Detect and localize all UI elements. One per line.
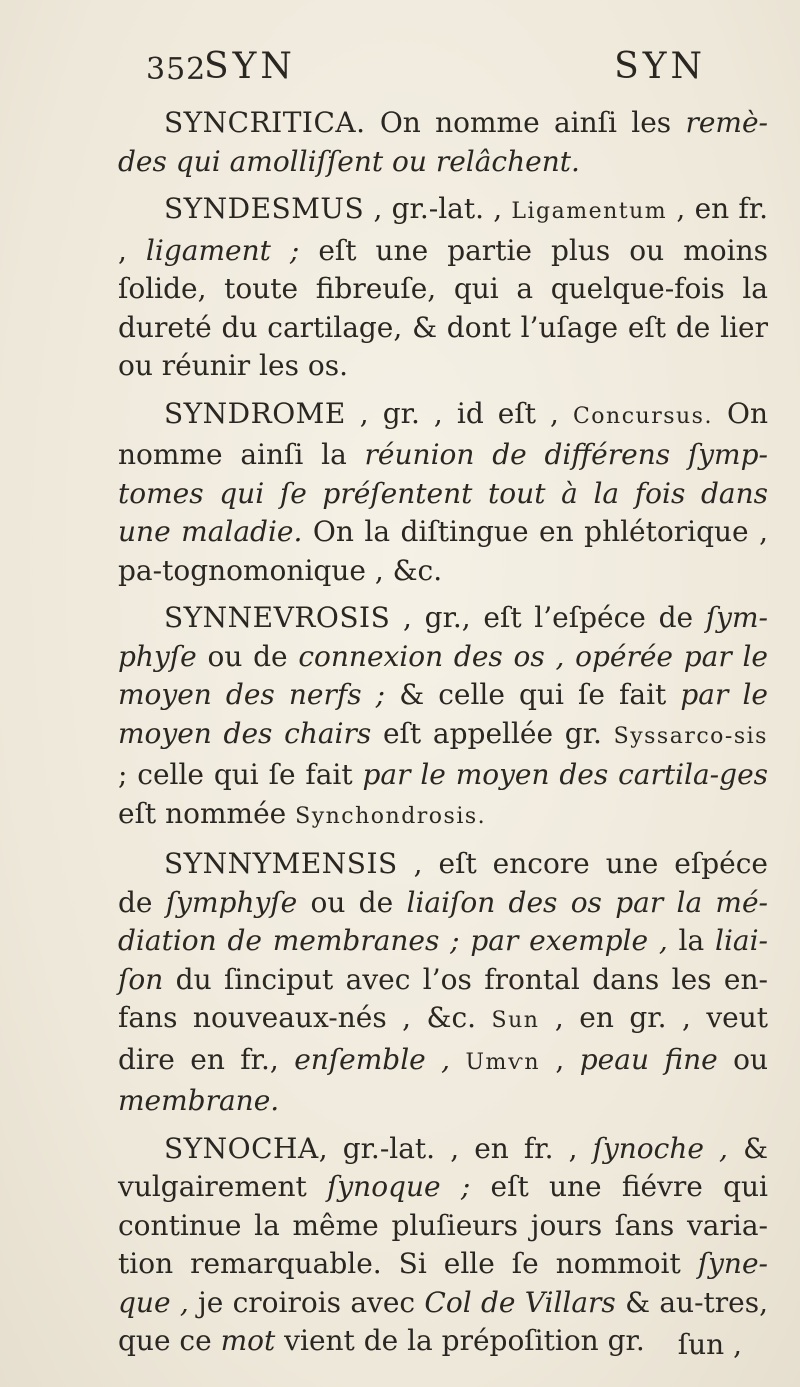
italic-text: ligament ; (145, 233, 300, 267)
dictionary-entry (118, 845, 768, 1121)
italic-text: membrane. (118, 1084, 280, 1117)
entry-headword: SYNNEVROSIS (164, 601, 391, 634)
dictionary-entry (118, 395, 768, 591)
dictionary-entry (118, 104, 768, 181)
entry-headword: SYNCRITICA. (164, 106, 366, 139)
entry-text: & vulgairement (118, 1131, 768, 1203)
entry-text: On nomme ainſi la (118, 396, 768, 471)
italic-text: mot (220, 1324, 276, 1357)
entry-text: On la diſtingue en phlétorique , pa-tognomonique , &c. (118, 515, 769, 587)
italic-text: ſymphyſe (165, 885, 298, 919)
dictionary-text (118, 104, 768, 1361)
entry-text: vient de la prépoſition gr. (275, 1324, 645, 1357)
entry-headword: SYNDESMUS (164, 192, 365, 225)
small-caps-term: Sun (491, 1008, 540, 1033)
italic-text: remè-des qui amolliſſent ou relâchent. (118, 106, 768, 178)
entry-text: , gr., eſt l’eſpéce de (390, 601, 706, 634)
entry-text: ou (717, 1042, 769, 1076)
entry-text: , eſt encore une eſpéce de (118, 847, 768, 919)
entry-text: , en fr. , (118, 192, 769, 267)
entry-text: ou de (297, 885, 407, 919)
small-caps-term: Syssarco-sis (613, 723, 768, 749)
italic-text: ſym-phyſe (118, 601, 768, 673)
dictionary-entry (118, 190, 768, 386)
italic-text: liai-ſon (118, 924, 769, 996)
entry-text: , gr.-lat. , en fr. , (318, 1131, 593, 1165)
entry-text: , en gr. , veut dire en fr., (118, 1001, 768, 1076)
italic-text: ſynoche , (592, 1131, 728, 1165)
dictionary-entry (118, 1130, 768, 1361)
entry-text: & au-tres, que ce (118, 1285, 769, 1357)
running-head-right: SYN (614, 46, 706, 87)
entry-text: ou de (196, 639, 299, 673)
entry-headword: SYNNYMENSIS (164, 847, 398, 880)
dictionary-entry (118, 599, 768, 836)
entry-text: la (667, 924, 715, 957)
small-caps-term: Ligamentum (511, 199, 668, 224)
italic-text: par le moyen des cartila-ges (362, 758, 769, 791)
small-caps-term: Umѵn (465, 1049, 540, 1075)
entry-text: & celle qui ſe fait (385, 678, 681, 711)
entry-text: eſt une fiévre qui continue la même pluſieurs jours ſans varia-tion remarquable. Si elle ſe nommoit (118, 1170, 768, 1280)
small-caps-term: Synchondrosis. (295, 803, 487, 829)
italic-text: peau fine (579, 1042, 718, 1076)
entry-text: On nomme ainſi les (365, 106, 686, 139)
italic-text: connexion des os , opérée par le moyen des nerfs ; (118, 639, 769, 711)
entry-text: je croirois avec (188, 1285, 425, 1319)
running-head-left: SYN (204, 46, 296, 87)
entry-headword: SYNDROME (164, 396, 346, 430)
italic-text: ſynoque ; (326, 1170, 471, 1203)
small-caps-term: Concursus. (572, 403, 713, 429)
entry-text: , gr. , id eſt , (345, 396, 573, 430)
entry-text: eſt appellée gr. (371, 716, 614, 750)
entry-text: , (540, 1042, 580, 1076)
page-number: 352 (146, 52, 207, 87)
italic-text: enſemble , (294, 1042, 451, 1076)
italic-text: liaiſon des os par la mé-diation de membranes ; par exemple , (118, 885, 768, 957)
italic-text: Col de Villars (424, 1285, 616, 1319)
italic-text: réunion de différens ſymp-tomes qui ſe préſentent tout à la fois dans une maladie. (118, 438, 768, 548)
entry-text (450, 1043, 465, 1076)
entry-text: eſt nommée (118, 796, 296, 830)
italic-text: par le moyen des chairs (118, 678, 768, 750)
catchword: ſun , (677, 1328, 742, 1361)
entry-text: du ſinciput avec l’os frontal dans les en-fans nouveaux-nés , &c. (118, 962, 768, 1034)
entry-text: ; celle qui ſe fait (118, 758, 363, 791)
italic-text: ſyne-que , (118, 1247, 768, 1319)
page-header (146, 46, 706, 96)
entry-headword: SYNOCHA (164, 1131, 319, 1165)
entry-text: eſt une partie plus ou moins ſolide, toute fibreuſe, qui a quelque-fois la dureté du cartilage, & dont l’uſage eſt de lier ou réunir les os. (118, 233, 768, 382)
entry-text: , gr.-lat. , (364, 192, 512, 225)
